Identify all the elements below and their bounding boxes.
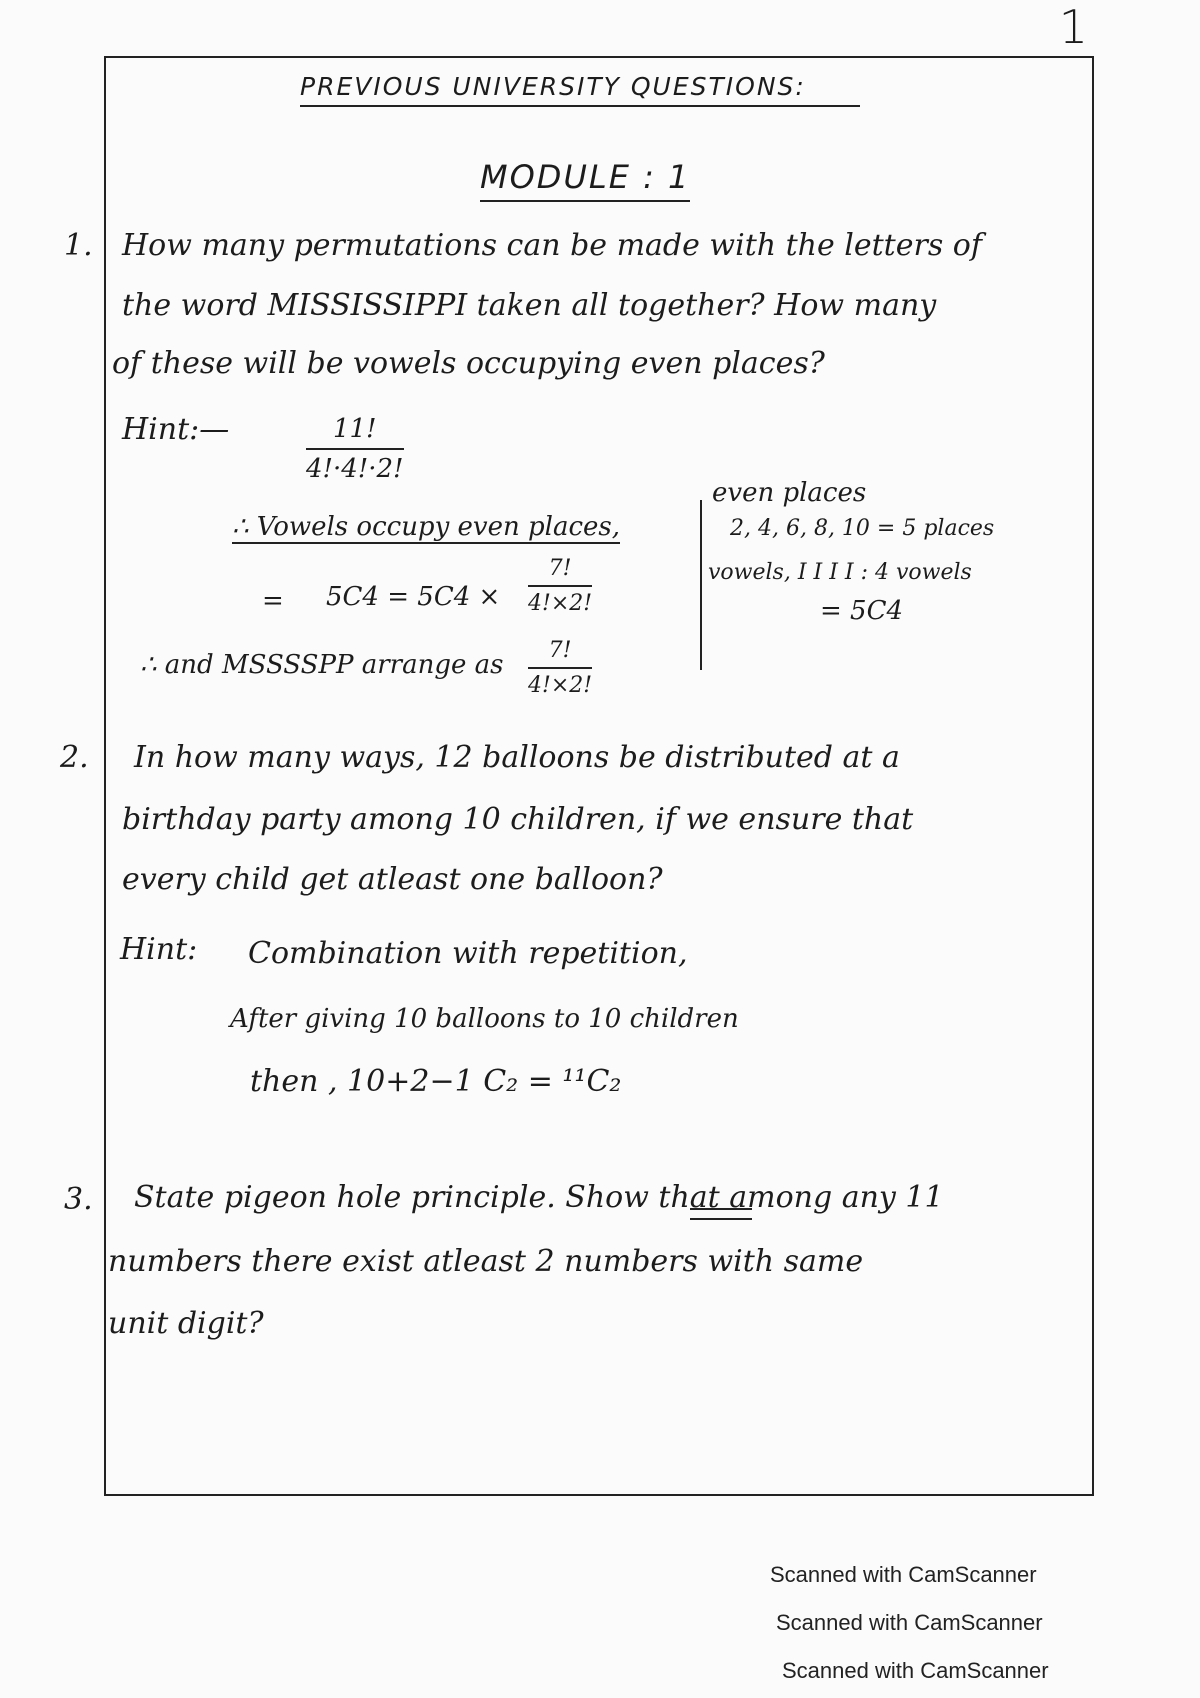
question-1-line-3: of these will be vowels occupying even places?: [112, 346, 825, 381]
question-1-line-1: How many permutations can be made with the letters of: [122, 228, 982, 263]
fraction-denominator: 4!×2!: [528, 673, 593, 698]
question-2-formula: then , 10+2−1 C₂ = ¹¹C₂: [250, 1064, 622, 1099]
page-heading: PREVIOUS UNIVERSITY QUESTIONS:: [300, 72, 860, 107]
camscanner-watermark: Scanned with CamScanner: [770, 1562, 1037, 1587]
question-1-eq-prefix: =: [262, 586, 284, 616]
question-1-arrange-line: ∴ and MSSSSPP arrange as: [140, 650, 504, 680]
question-3-number: 3.: [64, 1182, 93, 1217]
side-note-even-places: even places: [712, 478, 867, 508]
question-2-hint-label: Hint:: [120, 932, 198, 967]
question-2-line-2: birthday party among 10 children, if we ensure that: [122, 802, 914, 837]
question-1-hint-label: Hint:—: [122, 412, 230, 447]
camscanner-watermark: Scanned with CamScanner: [776, 1610, 1043, 1635]
question-2-line-3: every child get atleast one balloon?: [122, 862, 663, 897]
question-1-hint-fraction: [306, 414, 404, 484]
question-1-arrange-fraction: [528, 638, 592, 698]
question-2-number: 2.: [60, 740, 89, 775]
side-note-places: 2, 4, 6, 8, 10 = 5 places: [730, 516, 995, 541]
side-note-vowels: vowels, I I I I : 4 vowels: [708, 560, 972, 585]
fraction-numerator: 11!: [306, 414, 404, 450]
question-2-hint-line-1: Combination with repetition,: [248, 936, 688, 971]
side-note-result: = 5C4: [820, 596, 904, 626]
module-heading: MODULE : 1: [480, 158, 690, 202]
camscanner-watermark: Scanned with CamScanner: [782, 1658, 1049, 1683]
page-frame: [104, 56, 1094, 1496]
side-note-divider: [700, 500, 702, 670]
question-1-eq-mid: 5C4 = 5C4 ×: [326, 582, 501, 612]
question-3-line-3: unit digit?: [108, 1306, 264, 1341]
question-1-number: 1.: [64, 228, 93, 263]
question-1-vowel-line: ∴ Vowels occupy even places,: [232, 512, 621, 542]
question-2-hint-line-2: After giving 10 balloons to 10 children: [230, 1004, 739, 1034]
fraction-numerator: 7!: [528, 638, 592, 669]
question-1-eq-fraction: [528, 556, 592, 616]
question-1-line-2: the word MISSISSIPPI taken all together? How many: [122, 288, 937, 323]
question-3-line-1: State pigeon hole principle. Show that among any 11: [134, 1180, 944, 1215]
fraction-numerator: 7!: [528, 556, 592, 587]
question-3-line-2: numbers there exist atleast 2 numbers with same: [108, 1244, 864, 1279]
fraction-denominator: 4!·4!·2!: [306, 454, 404, 484]
question-2-line-1: In how many ways, 12 balloons be distributed at a: [134, 740, 900, 775]
page-number: 1: [1058, 0, 1088, 54]
fraction-denominator: 4!×2!: [528, 591, 593, 616]
